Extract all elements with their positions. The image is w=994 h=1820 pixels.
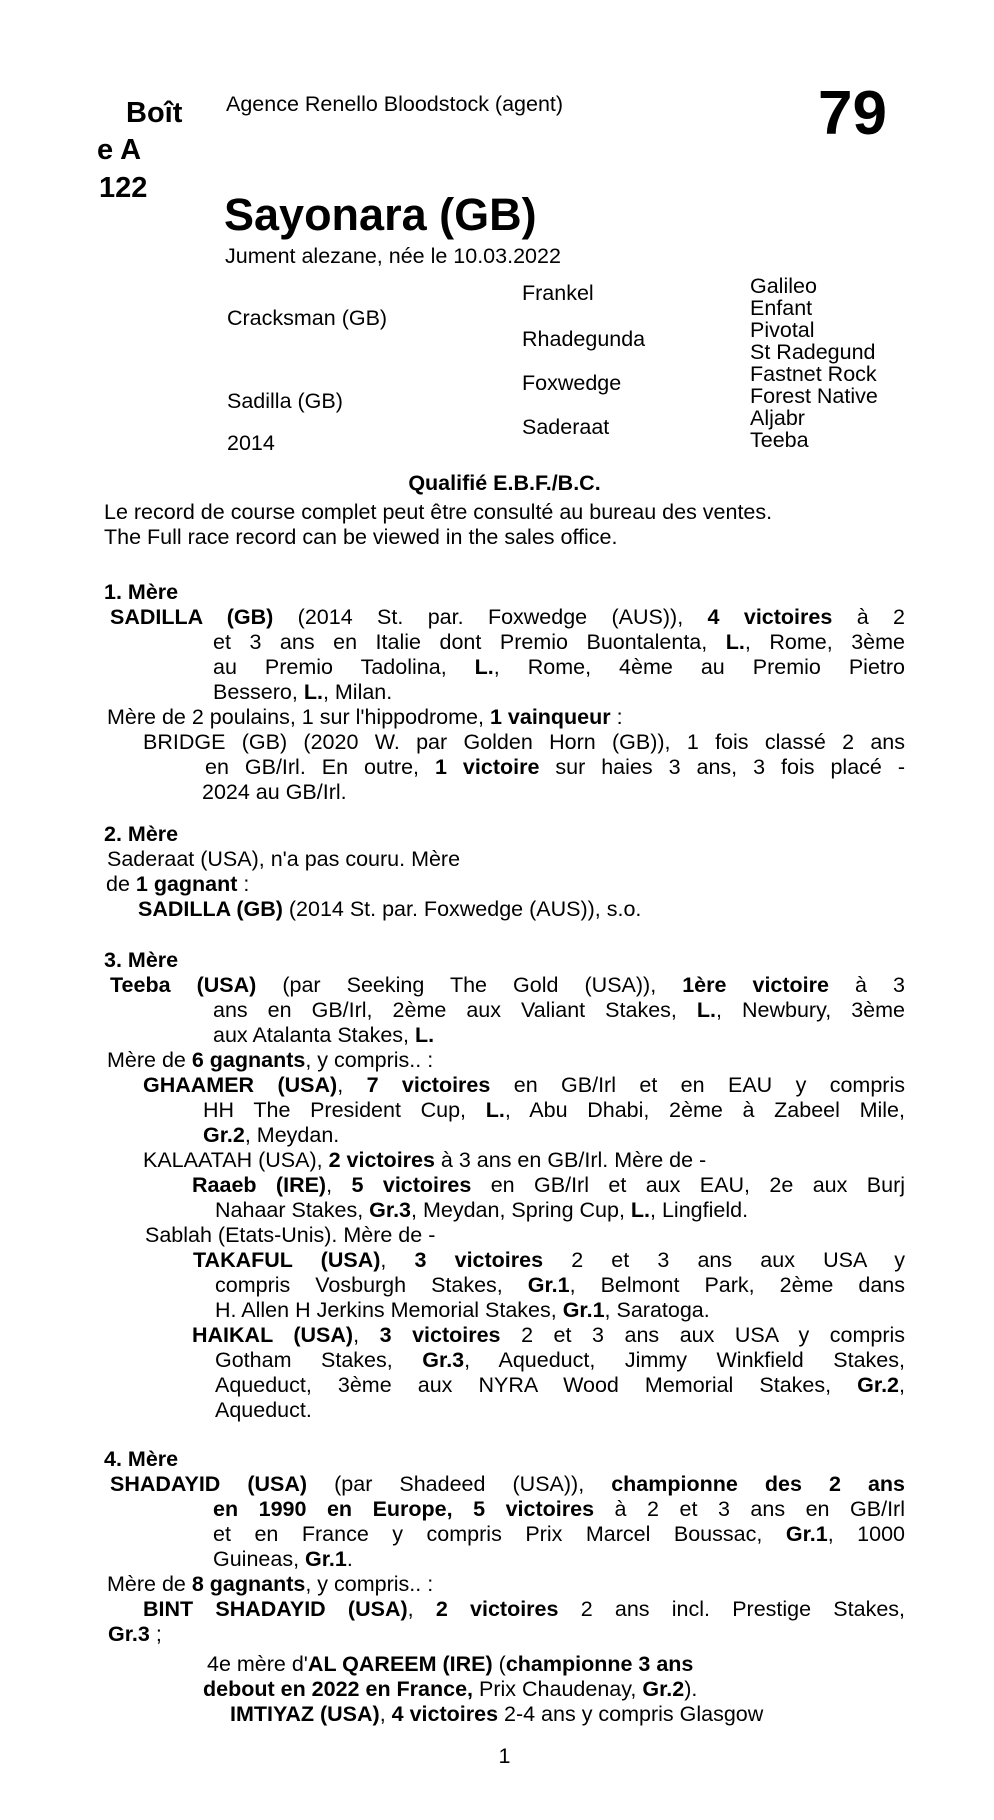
text-line xyxy=(104,605,905,630)
box-label-line-1: Boît xyxy=(126,97,183,129)
pedigree-great-grandparent: Galileo xyxy=(750,274,817,298)
text-segment: en GB/Irl et en EAU y compris xyxy=(490,1073,905,1097)
text-line xyxy=(104,1597,905,1622)
text-segment: Gotham Stakes, xyxy=(215,1348,423,1372)
text-segment: Prix Chaudenay, xyxy=(473,1677,643,1701)
text-segment: , xyxy=(353,1323,380,1347)
text-line xyxy=(104,1652,905,1677)
bold-text-segment: L. xyxy=(630,1198,651,1222)
bold-text-segment: L. xyxy=(415,1023,435,1047)
text-line xyxy=(104,1248,905,1273)
bold-text-segment: 6 gagnants xyxy=(191,1048,306,1072)
section-heading xyxy=(104,948,905,973)
pedigree-sire: Cracksman (GB) xyxy=(227,306,388,330)
text-segment: : xyxy=(610,705,623,729)
bold-text-segment: Raaeb (IRE) xyxy=(192,1173,327,1197)
bold-text-segment: en 1990 en Europe, 5 victoires xyxy=(213,1497,595,1521)
text-segment: H. Allen H Jerkins Memorial Stakes, xyxy=(215,1298,563,1322)
text-segment: KALAATAH (USA), xyxy=(143,1148,329,1172)
text-line xyxy=(104,1173,905,1198)
text-line xyxy=(104,1123,905,1148)
bold-text-segment: 4. Mère xyxy=(104,1447,179,1471)
text-segment: BRIDGE (GB) (2020 W. par Golden Horn (GB)), 1 fois classé 2 ans xyxy=(143,730,905,754)
text-line xyxy=(104,1198,905,1223)
text-line xyxy=(104,1497,905,1522)
horse-name-title: Sayonara (GB) xyxy=(224,189,537,240)
body-column xyxy=(104,500,905,1727)
bold-text-segment: Gr.1 xyxy=(785,1522,828,1546)
pedigree-great-grandparent: Forest Native xyxy=(750,384,878,408)
pedigree-grandparent: Foxwedge xyxy=(522,371,622,395)
text-segment: , Saratoga. xyxy=(604,1298,710,1322)
text-line xyxy=(104,1223,905,1248)
bold-text-segment: 1 vainqueur xyxy=(489,705,611,729)
bold-text-segment: Gr.2 xyxy=(642,1677,685,1701)
text-line xyxy=(104,1472,905,1497)
bold-text-segment: L. xyxy=(474,655,494,679)
bold-text-segment: L. xyxy=(485,1098,505,1122)
horse-description: Jument alezane, née le 10.03.2022 xyxy=(225,244,561,268)
text-line xyxy=(104,897,905,922)
text-line xyxy=(104,1622,905,1647)
bold-text-segment: SADILLA (GB) xyxy=(110,605,274,629)
bold-text-segment: Gr.2 xyxy=(203,1123,245,1147)
text-segment: Mère de xyxy=(107,1048,192,1072)
section-heading xyxy=(104,1447,905,1472)
text-line xyxy=(104,730,905,755)
text-segment: Saderaat (USA), n'a pas couru. Mère xyxy=(107,847,461,871)
text-line xyxy=(104,630,905,655)
bold-text-segment: 1 gagnant xyxy=(135,872,238,896)
text-segment: : xyxy=(237,872,250,896)
bold-text-segment: IMTIYAZ (USA) xyxy=(230,1702,380,1726)
bold-text-segment: debout en 2022 en France, xyxy=(203,1677,474,1701)
bold-text-segment: championne 3 ans xyxy=(505,1652,694,1676)
text-line xyxy=(104,998,905,1023)
text-segment: , 1000 xyxy=(827,1522,905,1546)
text-segment: aux Atalanta Stakes, xyxy=(213,1023,415,1047)
text-line xyxy=(104,705,905,730)
page-number: 1 xyxy=(498,1744,511,1768)
pedigree-great-grandparent: Teeba xyxy=(750,428,809,452)
pedigree-great-grandparent: Fastnet Rock xyxy=(750,362,877,386)
pedigree-dam-year: 2014 xyxy=(227,431,275,455)
text-segment: 4e mère d' xyxy=(207,1652,308,1676)
text-line xyxy=(104,1348,905,1373)
text-segment: en GB/Irl et aux EAU, 2e aux Burj xyxy=(471,1173,905,1197)
text-segment: Nahaar Stakes, xyxy=(215,1198,370,1222)
text-line xyxy=(104,1098,905,1123)
text-segment: , xyxy=(380,1248,415,1272)
text-line xyxy=(104,1073,905,1098)
pedigree-grandparent: Saderaat xyxy=(522,415,610,439)
bold-text-segment: Gr.1 xyxy=(305,1547,347,1571)
bold-text-segment: 3 victoires xyxy=(414,1248,544,1272)
text-segment: 2-4 ans y compris Glasgow xyxy=(498,1702,764,1726)
text-segment: et en France y compris Prix Marcel Boussac, xyxy=(213,1522,786,1546)
text-segment: , Newbury, 3ème xyxy=(716,998,905,1022)
bold-text-segment: 2 victoires xyxy=(435,1597,559,1621)
text-segment: Mère de xyxy=(107,1572,192,1596)
section-heading xyxy=(104,822,905,847)
text-line xyxy=(104,1373,905,1398)
pedigree-great-grandparent: Aljabr xyxy=(750,406,805,430)
bold-text-segment: L. xyxy=(725,630,745,654)
bold-text-segment: 4 victoires xyxy=(707,605,833,629)
bold-text-segment: SADILLA (GB) xyxy=(138,897,283,921)
bold-text-segment: 1. Mère xyxy=(104,580,179,604)
text-segment: (2014 St. par. Foxwedge (AUS)), xyxy=(273,605,708,629)
pedigree-grandparent: Rhadegunda xyxy=(522,327,646,351)
text-segment: ). xyxy=(684,1677,698,1701)
pedigree-great-grandparent: St Radegund xyxy=(750,340,876,364)
text-line xyxy=(104,1398,905,1423)
bold-text-segment: L. xyxy=(303,680,323,704)
bold-text-segment: TAKAFUL (USA) xyxy=(193,1248,381,1272)
text-segment: à 3 ans en GB/Irl. Mère de - xyxy=(434,1148,707,1172)
sale-notice-line xyxy=(104,525,905,550)
text-line xyxy=(104,847,905,872)
text-segment: (2014 St. par. Foxwedge (AUS)), s.o. xyxy=(282,897,642,921)
text-segment: en GB/Irl. En outre, xyxy=(205,755,435,779)
text-line xyxy=(104,1298,905,1323)
text-segment: , xyxy=(337,1073,367,1097)
bold-text-segment: BINT SHADAYID (USA) xyxy=(143,1597,408,1621)
bold-text-segment: AL QAREEM (IRE) xyxy=(307,1652,493,1676)
text-segment: , y compris.. : xyxy=(305,1048,434,1072)
text-segment: , Aqueduct, Jimmy Winkfield Stakes, xyxy=(464,1348,905,1372)
text-segment: Sablah (Etats-Unis). Mère de - xyxy=(145,1223,436,1247)
text-segment: compris Vosburgh Stakes, xyxy=(215,1273,528,1297)
pedigree-dam: Sadilla (GB) xyxy=(227,389,343,413)
text-segment: , Lingfield. xyxy=(650,1198,749,1222)
text-line xyxy=(104,1148,905,1173)
bold-text-segment: championne des 2 ans xyxy=(611,1472,905,1496)
bold-text-segment: Gr.1 xyxy=(562,1298,605,1322)
text-line xyxy=(104,655,905,680)
text-segment: Guineas, xyxy=(213,1547,306,1571)
text-line xyxy=(104,973,905,998)
pedigree-grandparent: Frankel xyxy=(522,281,594,305)
text-segment: Aqueduct, 3ème aux NYRA Wood Memorial Stakes, xyxy=(215,1373,858,1397)
text-line xyxy=(104,755,905,780)
text-segment: à 3 xyxy=(828,973,905,997)
text-line xyxy=(104,1702,905,1727)
consignor-name: Agence Renello Bloodstock (agent) xyxy=(226,92,564,116)
text-segment: ( xyxy=(492,1652,506,1676)
bold-text-segment: GHAAMER (USA) xyxy=(143,1073,338,1097)
text-segment: (par Shadeed (USA)), xyxy=(307,1472,612,1496)
text-segment: HH The President Cup, xyxy=(203,1098,486,1122)
text-segment: , xyxy=(899,1373,905,1397)
text-segment: et 3 ans en Italie dont Premio Buontalenta, xyxy=(213,630,726,654)
section-heading xyxy=(104,580,905,605)
text-segment: , xyxy=(407,1597,436,1621)
pedigree-great-grandparents xyxy=(750,275,878,451)
bold-text-segment: SHADAYID (USA) xyxy=(110,1472,308,1496)
bold-text-segment: 7 victoires xyxy=(366,1073,491,1097)
text-segment: 2024 au GB/Irl. xyxy=(202,780,347,804)
bold-text-segment: Gr.3 xyxy=(369,1198,412,1222)
text-segment: Le record de course complet peut être consulté au bureau des ventes. xyxy=(104,500,773,524)
text-segment: Bessero, xyxy=(213,680,304,704)
text-line xyxy=(104,1023,905,1048)
text-segment: de xyxy=(106,872,136,896)
bold-text-segment: Gr.3 xyxy=(108,1622,150,1646)
text-segment: 2 et 3 ans aux USA y compris xyxy=(500,1323,905,1347)
text-segment: à 2 et 3 ans en GB/Irl xyxy=(594,1497,905,1521)
qualification-note: Qualifié E.B.F./B.C. xyxy=(408,471,601,495)
text-segment: , Meydan, Spring Cup, xyxy=(411,1198,631,1222)
bold-text-segment: 5 victoires xyxy=(351,1173,472,1197)
box-label-line-2: e A xyxy=(97,134,142,166)
bold-text-segment: Teeba (USA) xyxy=(110,973,257,997)
bold-text-segment: L. xyxy=(696,998,716,1022)
text-line xyxy=(104,1323,905,1348)
text-segment: . xyxy=(346,1547,353,1571)
text-segment: Mère de 2 poulains, 1 sur l'hippodrome, xyxy=(107,705,490,729)
text-segment: , Belmont Park, 2ème dans xyxy=(569,1273,905,1297)
lot-number: 79 xyxy=(818,79,887,148)
text-segment: , Meydan. xyxy=(244,1123,340,1147)
text-segment: Aqueduct. xyxy=(215,1398,312,1422)
text-segment: The Full race record can be viewed in the sales office. xyxy=(104,525,618,549)
text-line xyxy=(104,1547,905,1572)
bold-text-segment: Gr.3 xyxy=(422,1348,465,1372)
text-segment: (par Seeking The Gold (USA)), xyxy=(256,973,683,997)
text-segment: , Rome, 3ème xyxy=(744,630,905,654)
text-line xyxy=(104,780,905,805)
bold-text-segment: 2 victoires xyxy=(328,1148,435,1172)
bold-text-segment: 2. Mère xyxy=(104,822,179,846)
bold-text-segment: Gr.2 xyxy=(857,1373,900,1397)
text-line xyxy=(104,1677,905,1702)
text-line xyxy=(104,1048,905,1073)
bold-text-segment: 3 victoires xyxy=(379,1323,501,1347)
text-line xyxy=(104,1273,905,1298)
text-segment: ; xyxy=(149,1622,162,1646)
bold-text-segment: 1ère victoire xyxy=(682,973,829,997)
text-line xyxy=(104,1572,905,1597)
bold-text-segment: 8 gagnants xyxy=(191,1572,306,1596)
bold-text-segment: 3. Mère xyxy=(104,948,179,972)
bold-text-segment: HAIKAL (USA) xyxy=(192,1323,354,1347)
text-segment: sur haies 3 ans, 3 fois placé - xyxy=(539,755,905,779)
box-label-line-3: 122 xyxy=(99,172,148,204)
bold-text-segment: Gr.1 xyxy=(527,1273,570,1297)
text-segment: , y compris.. : xyxy=(305,1572,434,1596)
text-segment: à 2 xyxy=(832,605,905,629)
sale-notice-line xyxy=(104,500,905,525)
text-line xyxy=(104,872,905,897)
text-segment: , xyxy=(326,1173,352,1197)
text-segment: 2 ans incl. Prestige Stakes, xyxy=(558,1597,905,1621)
bold-text-segment: 1 victoire xyxy=(435,755,540,779)
text-line xyxy=(104,680,905,705)
text-segment: , Rome, 4ème au Premio Pietro xyxy=(493,655,905,679)
text-segment: , xyxy=(379,1702,392,1726)
text-segment: au Premio Tadolina, xyxy=(213,655,475,679)
text-segment: , Milan. xyxy=(322,680,393,704)
pedigree-great-grandparent: Enfant xyxy=(750,296,813,320)
bold-text-segment: 4 victoires xyxy=(391,1702,499,1726)
pedigree-great-grandparent: Pivotal xyxy=(750,318,815,342)
text-segment: 2 et 3 ans aux USA y xyxy=(543,1248,905,1272)
text-line xyxy=(104,1522,905,1547)
text-segment: , Abu Dhabi, 2ème à Zabeel Mile, xyxy=(504,1098,905,1122)
text-segment: ans en GB/Irl, 2ème aux Valiant Stakes, xyxy=(213,998,697,1022)
